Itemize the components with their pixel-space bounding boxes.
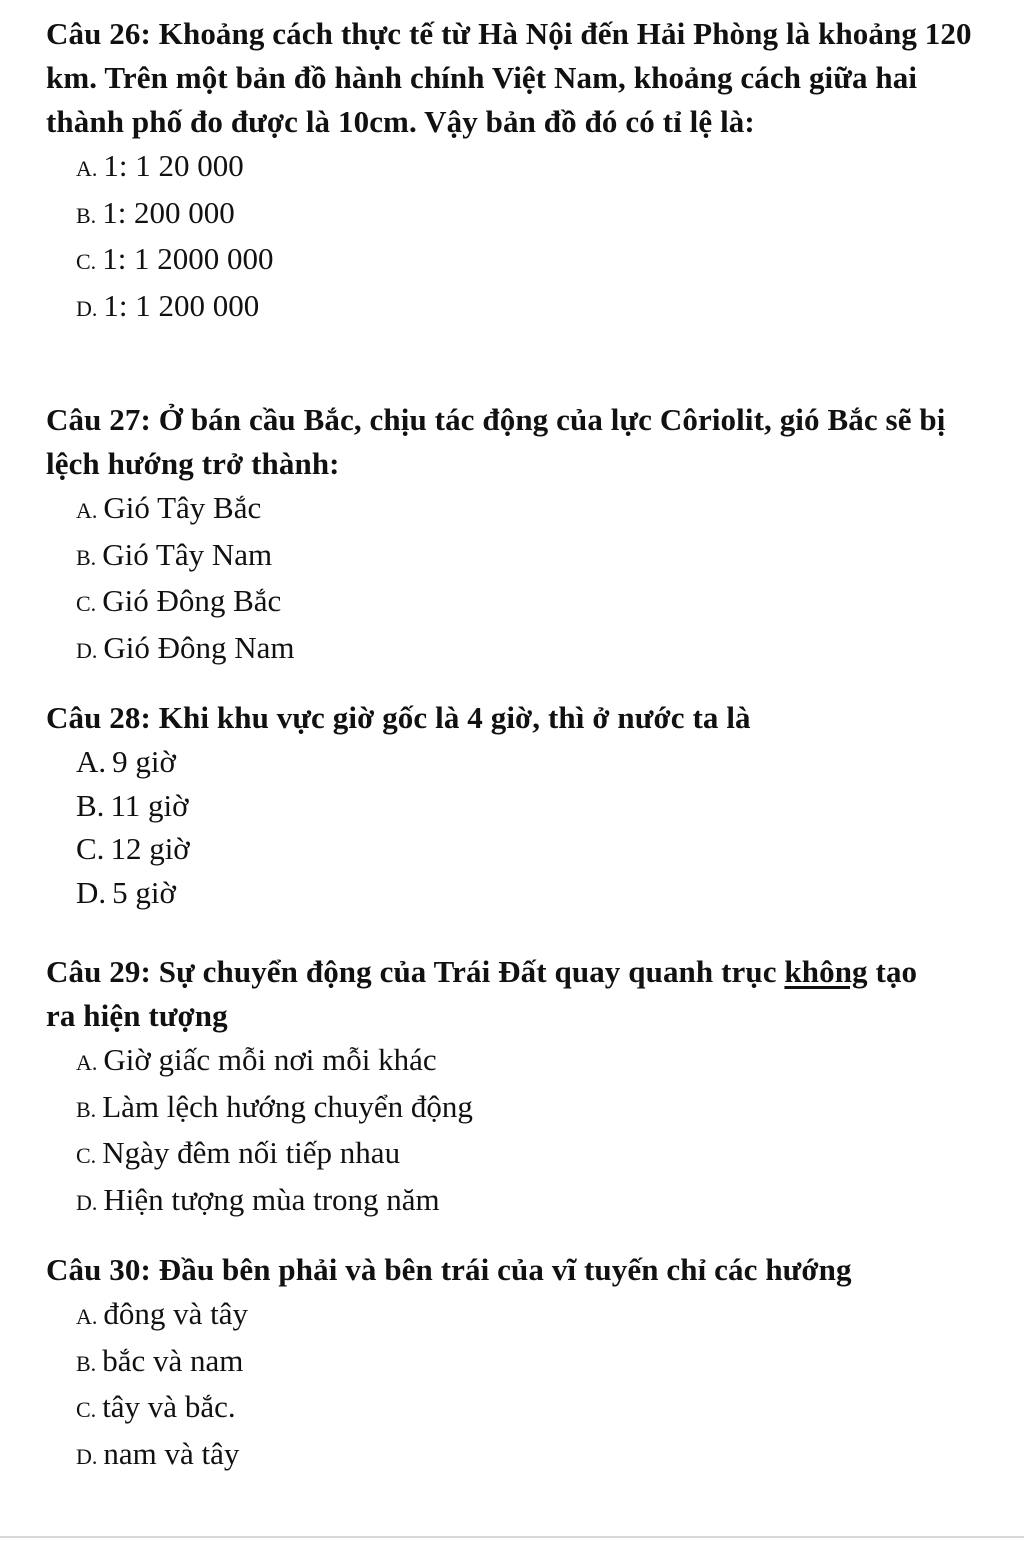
question-26-option-b[interactable]: [46, 191, 1006, 238]
option-text: Gió Tây Bắc: [103, 490, 262, 525]
question-30-option-b[interactable]: [46, 1339, 1006, 1386]
option-text: nam và tây: [103, 1435, 240, 1471]
option-letter: B.: [76, 1096, 97, 1122]
question-27-body: Ở bán cầu Bắc, chịu tác động của lực Côriolit, gió Bắc sẽ bị lệch hướng trở thành:: [46, 402, 946, 481]
option-text: 11 giờ: [110, 787, 189, 823]
option-letter: A.: [76, 1304, 98, 1329]
question-30-body: Đầu bên phải và bên trái của vĩ tuyến chỉ các hướng: [158, 1252, 852, 1287]
option-text: tây và bắc.: [102, 1389, 236, 1424]
question-30-option-c[interactable]: [46, 1385, 1006, 1432]
question-29-text: [46, 950, 926, 1038]
option-text: Gió Đông Bắc: [102, 583, 282, 618]
question-29-emphasis: không: [784, 954, 868, 989]
option-letter: A.: [76, 498, 98, 523]
option-text: 5 giờ: [112, 874, 176, 910]
option-letter: B.: [76, 202, 97, 228]
option-text: bắc và nam: [102, 1342, 244, 1378]
question-26-text: [46, 12, 976, 144]
question-29-option-b[interactable]: [46, 1085, 1006, 1132]
option-text: 1: 1 200 000: [103, 287, 260, 323]
question-28-option-d[interactable]: [46, 871, 1006, 915]
question-29-body-end: tạo ra hiện tượng: [46, 954, 918, 1033]
question-27: [46, 398, 1006, 672]
question-27-option-c[interactable]: [46, 579, 1006, 626]
option-letter: D.: [76, 874, 107, 910]
question-28: [46, 696, 1006, 914]
question-29: [46, 950, 1006, 1224]
question-30: [46, 1248, 1006, 1478]
option-letter: A.: [76, 156, 98, 181]
question-30-text: [46, 1248, 906, 1292]
option-letter: B.: [76, 544, 97, 570]
question-30-option-a[interactable]: [46, 1292, 1006, 1339]
question-27-text: [46, 398, 976, 486]
question-26-option-c[interactable]: [46, 237, 1006, 284]
option-text: 1: 1 2000 000: [102, 241, 274, 276]
option-text: Giờ giấc mỗi nơi mỗi khác: [103, 1042, 437, 1077]
option-text: 1: 1 20 000: [103, 148, 244, 183]
question-29-option-d[interactable]: [46, 1178, 1006, 1225]
option-text: Ngày đêm nối tiếp nhau: [102, 1135, 401, 1170]
option-letter: C.: [76, 1143, 97, 1168]
question-26-body: Khoảng cách thực tế từ Hà Nội đến Hải Phòng là khoảng 120 km. Trên một bản đồ hành chính Việt Nam, khoảng cách giữa hai thành phố đo được là 10cm. Vậy bản đồ đó có tỉ lệ là:: [46, 16, 972, 139]
option-letter: D.: [76, 637, 98, 663]
option-letter: A.: [76, 1050, 98, 1075]
question-28-option-b[interactable]: [46, 784, 1006, 828]
option-letter: D.: [76, 1189, 98, 1215]
question-27-options: [46, 486, 1006, 672]
question-26-label: Câu 26:: [46, 16, 151, 51]
option-letter: D.: [76, 295, 98, 321]
option-text: 12 giờ: [110, 831, 190, 866]
option-text: Gió Đông Nam: [103, 629, 295, 665]
question-27-option-b[interactable]: [46, 533, 1006, 580]
question-29-option-c[interactable]: [46, 1131, 1006, 1178]
option-text: 9 giờ: [112, 744, 176, 779]
question-30-label: Câu 30:: [46, 1252, 151, 1287]
option-letter: B.: [76, 787, 105, 823]
option-letter: C.: [76, 831, 105, 866]
question-27-option-a[interactable]: [46, 486, 1006, 533]
question-29-body-start: Sự chuyển động của Trái Đất quay quanh trục: [158, 954, 777, 989]
question-26-options: [46, 144, 1006, 330]
option-text: Làm lệch hướng chuyển động: [102, 1088, 473, 1124]
question-26-option-d[interactable]: [46, 284, 1006, 331]
option-letter: C.: [76, 591, 97, 616]
question-26-option-a[interactable]: [46, 144, 1006, 191]
question-28-label: Câu 28:: [46, 700, 151, 735]
question-29-option-a[interactable]: [46, 1038, 1006, 1085]
question-28-option-c[interactable]: [46, 827, 1006, 871]
question-30-options: [46, 1292, 1006, 1478]
question-26: [46, 12, 1006, 330]
option-letter: C.: [76, 249, 97, 274]
question-29-options: [46, 1038, 1006, 1224]
question-28-option-a[interactable]: [46, 740, 1006, 784]
question-27-label: Câu 27:: [46, 402, 151, 437]
question-29-label: Câu 29:: [46, 954, 151, 989]
option-text: Hiện tượng mùa trong năm: [103, 1181, 440, 1217]
question-27-option-d[interactable]: [46, 626, 1006, 673]
option-text: đông và tây: [103, 1296, 249, 1331]
option-text: Gió Tây Nam: [102, 536, 273, 572]
option-letter: D.: [76, 1443, 98, 1469]
question-28-options: [46, 740, 1006, 914]
option-text: 1: 200 000: [102, 194, 235, 230]
question-28-text: [46, 696, 1006, 740]
question-30-option-d[interactable]: [46, 1432, 1006, 1479]
option-letter: C.: [76, 1397, 97, 1422]
option-letter: A.: [76, 744, 107, 779]
option-letter: B.: [76, 1350, 97, 1376]
page-bottom-divider: [0, 1536, 1024, 1538]
question-28-body: Khi khu vực giờ gốc là 4 giờ, thì ở nước ta là: [158, 700, 751, 735]
